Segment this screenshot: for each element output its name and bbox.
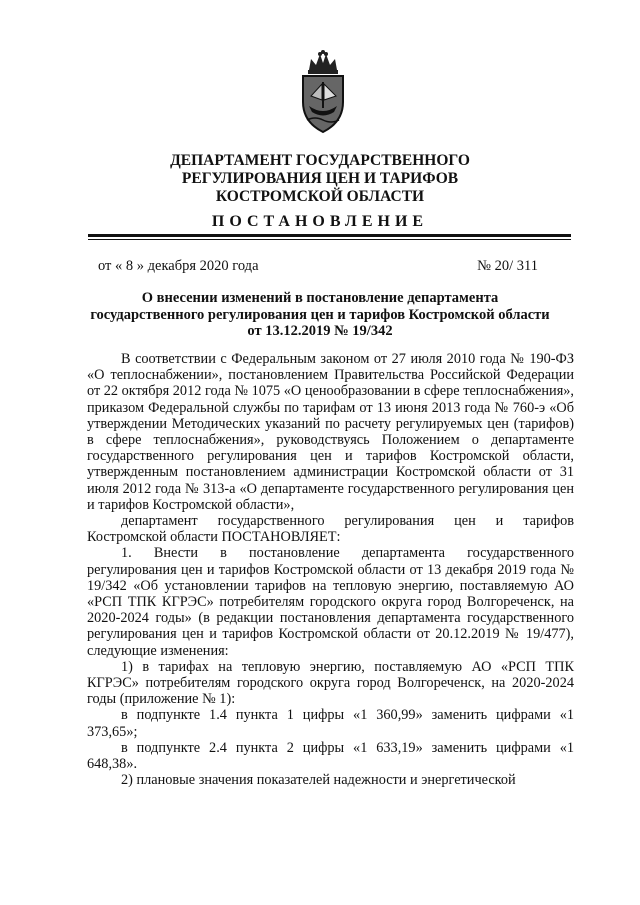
header-rule-thick bbox=[88, 234, 571, 237]
department-line: РЕГУЛИРОВАНИЯ ЦЕН И ТАРИФОВ bbox=[181, 170, 459, 187]
paragraph: в подпункте 1.4 пункта 1 цифры «1 360,99» заменить цифрами «1 373,65»; bbox=[87, 707, 574, 740]
header-rule-thin bbox=[88, 239, 571, 240]
paragraph: 1) в тарифах на тепловую энергию, поставляемую АО «РСП ТПК КГРЭС» потребителям городского округа город Волгореченск, на 2020-2024 годы (приложение № 1): bbox=[87, 658, 574, 708]
document-date: от « 8 » декабря 2020 года bbox=[98, 258, 259, 274]
document-type: ПОСТАНОВЛЕНИЕ bbox=[211, 213, 429, 230]
paragraph: в подпункте 2.4 пункта 2 цифры «1 633,19» заменить цифрами «1 648,38». bbox=[87, 739, 574, 773]
paragraph: 2) плановые значения показателей надежности и энергетической bbox=[121, 772, 516, 789]
date-number-line bbox=[98, 258, 538, 275]
department-line: КОСТРОМСКОЙ ОБЛАСТИ bbox=[215, 188, 425, 205]
title-line: государственного регулирования цен и тарифов Костромской области bbox=[90, 306, 550, 323]
document-title bbox=[0, 290, 640, 340]
title-line: от 13.12.2019 № 19/342 bbox=[247, 323, 393, 339]
paragraph: 1. Внести в постановление департамента государственного регулирования цен и тарифов Костромской области от 13 декабря 2019 года № 19/342 «Об установлении тарифов на тепловую энергию, поставляемую АО «РСП ТПК КГРЭС» потребителям городского округа город Волгореченск, на 2020-2024 годы» (в редакции постановления департамента государственного регулирования цен и тарифов Костромской области от 20.12.2019 № 19/477), следующие изменения: bbox=[87, 545, 574, 659]
document-body bbox=[87, 351, 574, 788]
department-name bbox=[0, 152, 640, 206]
paragraph: департамент государственного регулирования цен и тарифов Костромской области ПОСТАНОВЛЯЕТ: bbox=[87, 513, 574, 546]
paragraph: В соответствии с Федеральным законом от 27 июля 2010 года № 190-ФЗ «О теплоснабжении», постановлением Правительства Российской Федерации от 22 октября 2012 года № 1075 «О ценообразовании в сфере теплоснабжения», приказом Федеральной службы по тарифам от 13 июня 2013 года № 760-э «Об утверждении Методических указаний по расчету регулируемых цен (тарифов) в сфере теплоснабжения», руководствуясь Положением о департаменте государственного регулирования цен и тарифов Костромской области, утвержденным постановлением администрации Костромской области от 31 июля 2012 года № 313-а «О департаменте государственного регулирования цен и тарифов Костромской области», bbox=[87, 351, 574, 513]
coat-of-arms-icon bbox=[296, 50, 350, 136]
department-line: ДЕПАРТАМЕНТ ГОСУДАРСТВЕННОГО bbox=[170, 152, 470, 169]
document-number: № 20/ 311 bbox=[477, 258, 538, 274]
title-line: О внесении изменений в постановление департамента bbox=[141, 290, 499, 306]
